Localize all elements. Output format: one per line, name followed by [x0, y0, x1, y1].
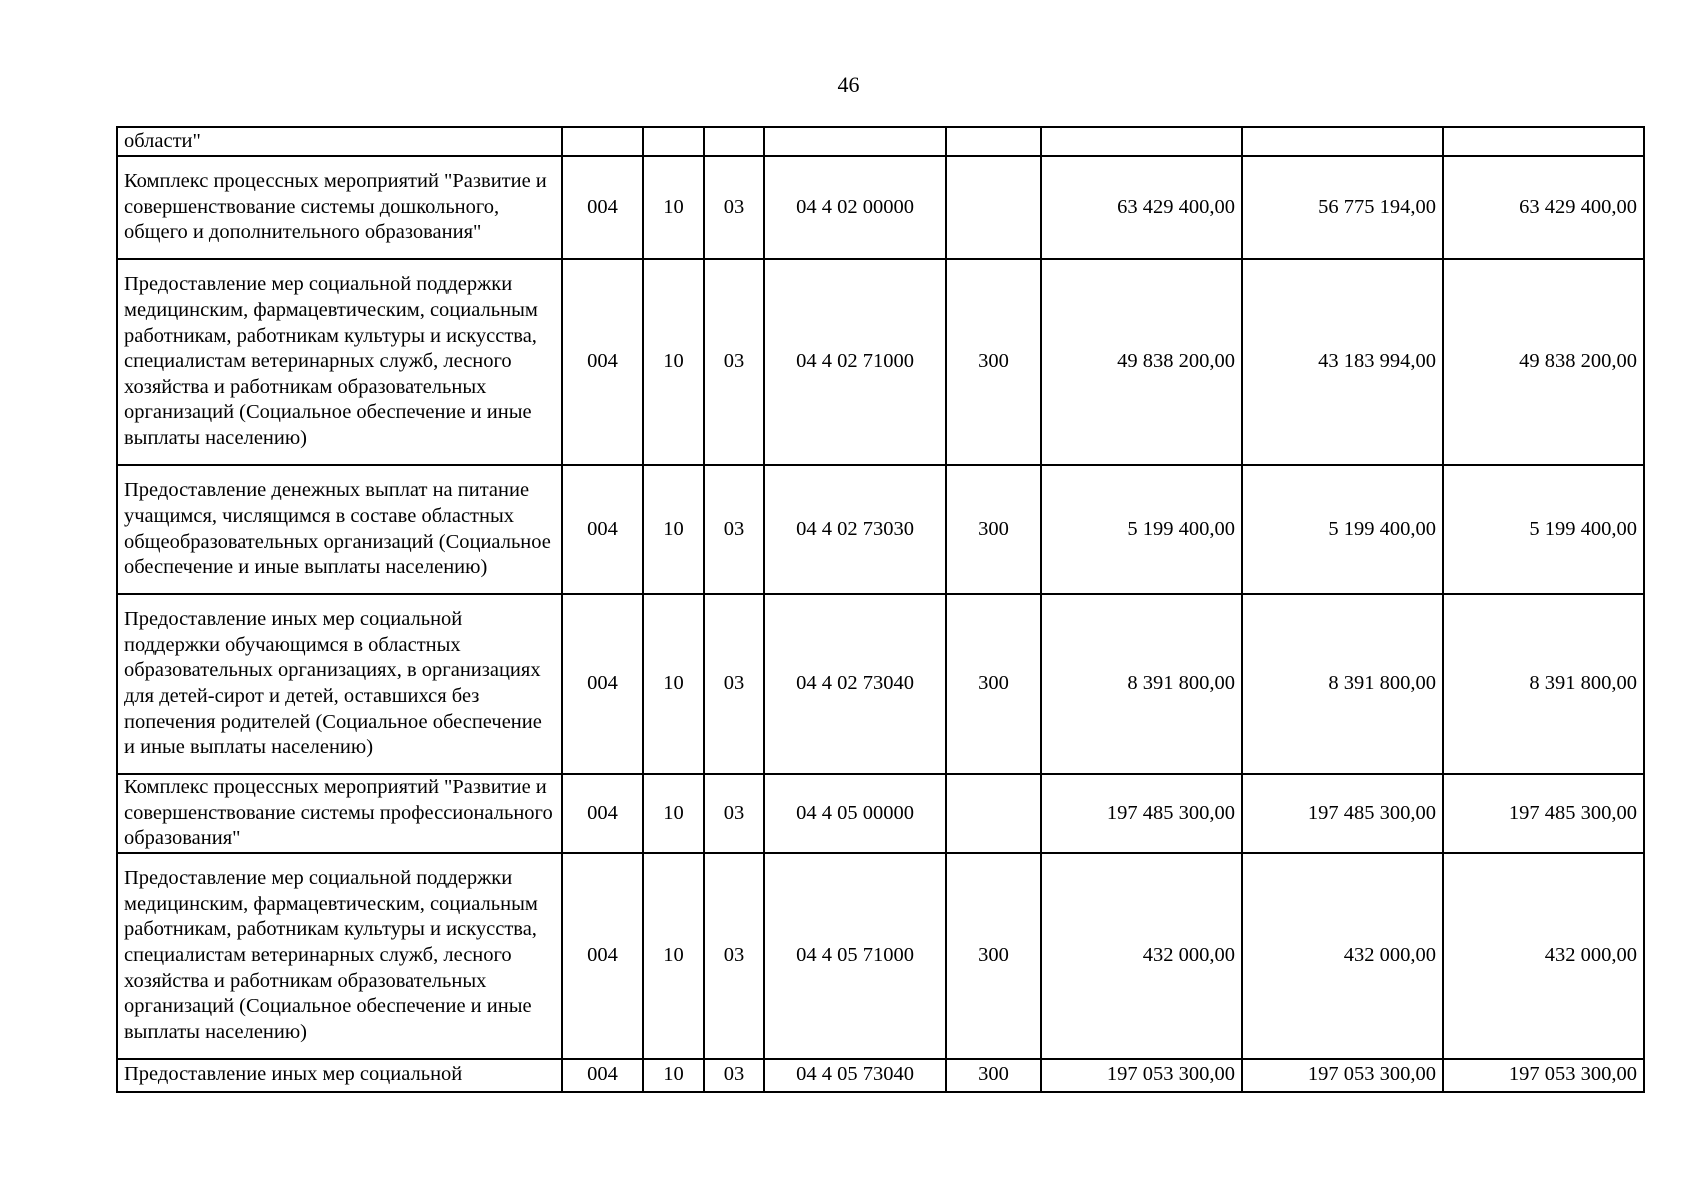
- row-ved-code: 004: [562, 259, 643, 465]
- row-amount-2: 56 775 194,00: [1242, 156, 1443, 259]
- row-expense-type: [946, 127, 1041, 156]
- row-amount-1: 5 199 400,00: [1041, 465, 1242, 594]
- row-section-code: 10: [643, 259, 704, 465]
- page-number: 46: [837, 72, 860, 97]
- row-name: Предоставление иных мер социальной: [117, 1059, 562, 1092]
- row-name: Комплекс процессных мероприятий "Развитие и совершенствование системы дошкольного, общего и дополнительного образования": [117, 156, 562, 259]
- row-target-article: 04 4 05 00000: [764, 774, 946, 853]
- row-amount-2: 43 183 994,00: [1242, 259, 1443, 465]
- table-row: [117, 259, 1644, 465]
- row-amount-3: 197 053 300,00: [1443, 1059, 1644, 1092]
- row-section-code: 10: [643, 465, 704, 594]
- row-amount-1: 432 000,00: [1041, 853, 1242, 1059]
- row-amount-1: 8 391 800,00: [1041, 594, 1242, 774]
- row-expense-type: [946, 156, 1041, 259]
- row-amount-1: 49 838 200,00: [1041, 259, 1242, 465]
- table-row: [117, 853, 1644, 1059]
- row-name: Предоставление мер социальной поддержки медицинским, фармацевтическим, социальным работникам, работникам культуры и искусства, специалистам ветеринарных служб, лесного хозяйства и работникам образовательных организаций (Социальное обеспечение и иные выплаты населению): [117, 853, 562, 1059]
- row-name: Предоставление денежных выплат на питание учащимся, числящимся в составе областных общеобразовательных организаций (Социальное обеспечение и иные выплаты населению): [117, 465, 562, 594]
- row-subsection-code: 03: [704, 1059, 764, 1092]
- row-amount-3: 49 838 200,00: [1443, 259, 1644, 465]
- row-section-code: 10: [643, 853, 704, 1059]
- table-row: [117, 774, 1644, 853]
- row-target-article: 04 4 02 00000: [764, 156, 946, 259]
- row-amount-2: 432 000,00: [1242, 853, 1443, 1059]
- row-section-code: 10: [643, 156, 704, 259]
- row-expense-type: 300: [946, 259, 1041, 465]
- table-row: [117, 127, 1644, 156]
- row-ved-code: 004: [562, 853, 643, 1059]
- row-expense-type: 300: [946, 853, 1041, 1059]
- row-ved-code: 004: [562, 465, 643, 594]
- row-expense-type: 300: [946, 1059, 1041, 1092]
- table-row: [117, 594, 1644, 774]
- table-row: [117, 1059, 1644, 1092]
- row-subsection-code: 03: [704, 465, 764, 594]
- row-amount-3: 432 000,00: [1443, 853, 1644, 1059]
- row-expense-type: 300: [946, 594, 1041, 774]
- row-target-article: 04 4 05 71000: [764, 853, 946, 1059]
- row-target-article: 04 4 05 73040: [764, 1059, 946, 1092]
- row-amount-1: 63 429 400,00: [1041, 156, 1242, 259]
- row-expense-type: [946, 774, 1041, 853]
- row-section-code: 10: [643, 774, 704, 853]
- table-row: [117, 465, 1644, 594]
- table-body: [117, 127, 1644, 1092]
- row-target-article: [764, 127, 946, 156]
- row-ved-code: 004: [562, 156, 643, 259]
- row-expense-type: 300: [946, 465, 1041, 594]
- row-section-code: 10: [643, 594, 704, 774]
- row-subsection-code: 03: [704, 156, 764, 259]
- row-section-code: [643, 127, 704, 156]
- row-name: Предоставление иных мер социальной поддержки обучающимся в областных образовательных организациях, в организациях для детей-сирот и детей, оставшихся без попечения родителей (Социальное обеспечение и иные выплаты населению): [117, 594, 562, 774]
- row-subsection-code: 03: [704, 259, 764, 465]
- row-amount-1: 197 485 300,00: [1041, 774, 1242, 853]
- row-amount-1: [1041, 127, 1242, 156]
- row-amount-3: 8 391 800,00: [1443, 594, 1644, 774]
- row-section-code: 10: [643, 1059, 704, 1092]
- row-target-article: 04 4 02 73040: [764, 594, 946, 774]
- row-amount-2: 8 391 800,00: [1242, 594, 1443, 774]
- row-amount-3: 5 199 400,00: [1443, 465, 1644, 594]
- row-target-article: 04 4 02 71000: [764, 259, 946, 465]
- budget-table: [116, 126, 1645, 1093]
- row-amount-1: 197 053 300,00: [1041, 1059, 1242, 1092]
- table-row: [117, 156, 1644, 259]
- row-ved-code: 004: [562, 594, 643, 774]
- row-amount-3: [1443, 127, 1644, 156]
- row-amount-3: 63 429 400,00: [1443, 156, 1644, 259]
- row-ved-code: 004: [562, 774, 643, 853]
- row-name: Предоставление мер социальной поддержки медицинским, фармацевтическим, социальным работникам, работникам культуры и искусства, специалистам ветеринарных служб, лесного хозяйства и работникам образовательных организаций (Социальное обеспечение и иные выплаты населению): [117, 259, 562, 465]
- row-subsection-code: 03: [704, 594, 764, 774]
- row-subsection-code: 03: [704, 774, 764, 853]
- row-subsection-code: 03: [704, 853, 764, 1059]
- row-amount-2: 197 485 300,00: [1242, 774, 1443, 853]
- row-amount-2: [1242, 127, 1443, 156]
- row-target-article: 04 4 02 73030: [764, 465, 946, 594]
- row-ved-code: 004: [562, 1059, 643, 1092]
- row-amount-3: 197 485 300,00: [1443, 774, 1644, 853]
- row-subsection-code: [704, 127, 764, 156]
- row-name: Комплекс процессных мероприятий "Развитие и совершенствование системы профессионального образования": [117, 774, 562, 853]
- row-amount-2: 5 199 400,00: [1242, 465, 1443, 594]
- row-ved-code: [562, 127, 643, 156]
- row-amount-2: 197 053 300,00: [1242, 1059, 1443, 1092]
- row-name: области": [117, 127, 562, 156]
